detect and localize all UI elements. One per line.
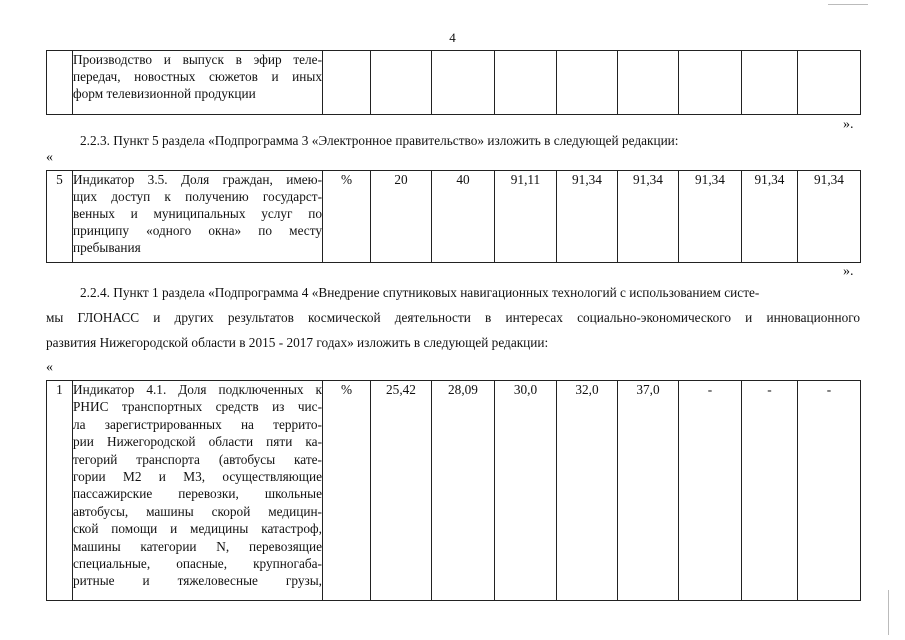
- desc-line: форм телевизионной продукции: [73, 86, 256, 101]
- desc-line: венных и муниципальных услуг по: [73, 206, 322, 221]
- closing-quote: ».: [843, 117, 854, 132]
- unit-cell: %: [323, 381, 371, 601]
- indicator-description: [73, 171, 323, 263]
- desc-line: тегорий транспорта (автобусы кате-: [73, 451, 322, 467]
- value-cell: 25,42: [371, 381, 432, 601]
- value-cell: [618, 51, 679, 115]
- value-cell: -: [679, 381, 742, 601]
- desc-line: Индикатор 3.5. Доля граждан, имею-: [73, 172, 322, 187]
- indicator-3-5-table: [46, 170, 861, 263]
- unit-cell: [323, 51, 371, 115]
- value-cell: 28,09: [432, 381, 495, 601]
- value-cell: [371, 51, 432, 115]
- value-cell: 32,0: [557, 381, 618, 601]
- desc-line: Производство и выпуск в эфир теле-: [73, 52, 322, 67]
- value-cell: [432, 51, 495, 115]
- desc-line: гории М2 и М3, осуществляющие: [73, 469, 322, 485]
- row-number: 5: [47, 171, 73, 263]
- desc-line: специальные, опасные, крупногаба-: [73, 556, 322, 572]
- value-cell: 91,34: [557, 171, 618, 263]
- opening-quote: «: [46, 150, 53, 165]
- row-number: [47, 51, 73, 115]
- table-row: [47, 51, 861, 115]
- desc-line: передач, новостных сюжетов и иных: [73, 69, 322, 84]
- indicator-description: [73, 381, 323, 601]
- desc-line: автобусы, машины скорой медицин-: [73, 503, 322, 519]
- desc-line: пребывания: [73, 240, 141, 255]
- value-cell: -: [742, 381, 798, 601]
- scan-edge-right: [888, 590, 889, 635]
- value-cell: 91,34: [618, 171, 679, 263]
- scan-edge-top: [828, 4, 868, 5]
- row-number: 1: [47, 381, 73, 601]
- value-cell: [798, 51, 861, 115]
- value-cell: 91,34: [742, 171, 798, 263]
- desc-line: РНИС транспортных средств из чис-: [73, 399, 322, 415]
- table-row: [47, 171, 861, 263]
- desc-line: ской помощи и медицины катастроф,: [73, 521, 322, 537]
- desc-line: ритные и тяжеловесные грузы,: [73, 573, 322, 589]
- desc-line: пассажирские перевозки, школьные: [73, 486, 322, 502]
- paragraph-2-2-3: 2.2.3. Пункт 5 раздела «Подпрограмма 3 «Электронное правительство» изложить в следующей редакции:: [80, 133, 679, 148]
- paragraph-2-2-4-line-1: 2.2.4. Пункт 1 раздела «Подпрограмма 4 «Внедрение спутниковых навигационных технологий с использованием систе-: [80, 285, 760, 300]
- desc-line: Индикатор 4.1. Доля подключенных к: [73, 382, 322, 397]
- value-cell: [557, 51, 618, 115]
- desc-line: рии Нижегородской области пяти ка-: [73, 434, 322, 450]
- paragraph-2-2-4-line-3: развития Нижегородской области в 2015 - 2017 годах» изложить в следующей редакции:: [46, 335, 549, 350]
- value-cell: 20: [371, 171, 432, 263]
- value-cell: [679, 51, 742, 115]
- unit-cell: %: [323, 171, 371, 263]
- value-cell: [495, 51, 557, 115]
- table-row: [47, 381, 861, 601]
- opening-quote: «: [46, 360, 53, 375]
- desc-line: ла зарегистрированных на террито-: [73, 416, 322, 432]
- value-cell: [742, 51, 798, 115]
- paragraph-2-2-4-line-2: мы ГЛОНАСС и других результатов космической деятельности в интересах социально-экономического и инновационного: [46, 310, 860, 325]
- value-cell: 91,34: [679, 171, 742, 263]
- value-cell: 40: [432, 171, 495, 263]
- indicator-4-1-table: [46, 380, 861, 601]
- desc-line: принципу «одного окна» по месту: [73, 223, 322, 238]
- closing-quote: ».: [843, 264, 854, 279]
- value-cell: -: [798, 381, 861, 601]
- desc-line: щих доступ к получению государст-: [73, 189, 322, 204]
- value-cell: 91,34: [798, 171, 861, 263]
- value-cell: 37,0: [618, 381, 679, 601]
- value-cell: 30,0: [495, 381, 557, 601]
- indicator-description: [73, 51, 323, 115]
- page-number: 4: [449, 30, 456, 45]
- table-continued: [46, 50, 861, 115]
- value-cell: 91,11: [495, 171, 557, 263]
- desc-line: машины категории N, перевозящие: [73, 538, 322, 554]
